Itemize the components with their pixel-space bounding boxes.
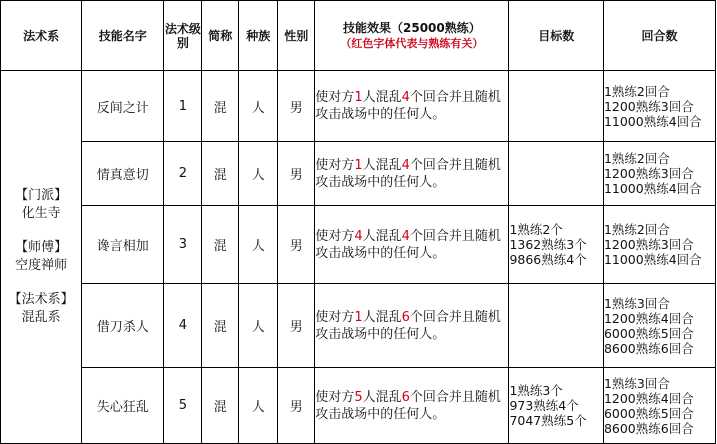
skill-targets <box>509 71 604 142</box>
cell-line: 1熟练2回合 <box>603 83 670 99</box>
skill-race: 人 <box>239 368 278 444</box>
header-rounds: 回合数 <box>603 1 715 71</box>
header-level: 法术级别 <box>164 1 202 71</box>
skill-name: 借刀杀人 <box>82 284 164 368</box>
cell-line: 1362熟练3个 <box>509 237 587 252</box>
skill-race: 人 <box>239 206 278 284</box>
header-abbr: 简称 <box>202 1 239 71</box>
header-row <box>1 1 716 71</box>
cell-line: 8600熟练6回合 <box>603 340 694 356</box>
header-skill-name: 技能名字 <box>82 1 164 71</box>
skill-gender: 男 <box>278 284 315 368</box>
skill-gender: 男 <box>278 71 315 142</box>
cell-line: 7047熟练5个 <box>509 413 587 428</box>
table-row <box>1 71 716 142</box>
skill-name: 谗言相加 <box>82 206 164 284</box>
sect-value: 化生寺 <box>21 206 61 221</box>
header-effect-note: （红色字体代表与熟练有关） <box>340 36 484 50</box>
skill-race: 人 <box>239 284 278 368</box>
cell-line: 1熟练2回合 <box>603 151 670 166</box>
header-effect-title: 技能效果（25000熟练） <box>343 20 481 35</box>
cell-line: 1200熟练3回合 <box>603 98 694 114</box>
cell-line: 1熟练3回合 <box>603 375 670 391</box>
skill-abbr: 混 <box>202 206 239 284</box>
master-label: 【师傅】 <box>15 240 68 255</box>
skill-targets <box>509 368 604 444</box>
branch-label: 【法术系】 <box>8 292 74 307</box>
skill-gender: 男 <box>278 206 315 284</box>
header-targets: 目标数 <box>509 1 604 71</box>
skill-gender: 男 <box>278 368 315 444</box>
skill-effect: 使对方5人混乱6个回合并且随机攻击战场中的任何人。 <box>315 368 509 444</box>
skill-name: 失心狂乱 <box>82 368 164 444</box>
skill-rounds <box>603 368 715 444</box>
cell-line: 1200熟练3回合 <box>603 237 694 252</box>
skill-rounds <box>603 284 715 368</box>
cell-line: 1熟练3回合 <box>603 295 670 311</box>
skill-name: 情真意切 <box>82 142 164 206</box>
table-row <box>1 368 716 444</box>
cell-line: 11000熟练4回合 <box>603 252 702 267</box>
table-row <box>1 206 716 284</box>
table-row <box>1 142 716 206</box>
skill-abbr: 混 <box>202 142 239 206</box>
skill-effect: 使对方1人混乱4个回合并且随机攻击战场中的任何人。 <box>315 142 509 206</box>
skill-effect: 使对方1人混乱6个回合并且随机攻击战场中的任何人。 <box>315 284 509 368</box>
cell-line: 11000熟练4回合 <box>603 181 702 196</box>
sect-label: 【门派】 <box>15 188 68 203</box>
header-gender: 性别 <box>278 1 315 71</box>
skill-rounds <box>603 71 715 142</box>
skill-gender: 男 <box>278 142 315 206</box>
cell-line: 6000熟练5回合 <box>603 325 694 341</box>
cell-line: 973熟练4个 <box>509 398 579 413</box>
skill-level: 2 <box>164 142 202 206</box>
header-school: 法术系 <box>1 1 82 71</box>
skill-targets <box>509 142 604 206</box>
skill-level: 4 <box>164 284 202 368</box>
skill-targets <box>509 284 604 368</box>
cell-line: 1200熟练4回合 <box>603 390 694 406</box>
table-row <box>1 284 716 368</box>
branch-value: 混乱系 <box>21 310 61 325</box>
skill-effect: 使对方4人混乱4个回合并且随机攻击战场中的任何人。 <box>315 206 509 284</box>
skill-effect: 使对方1人混乱4个回合并且随机攻击战场中的任何人。 <box>315 71 509 142</box>
cell-line: 6000熟练5回合 <box>603 405 694 421</box>
cell-line: 1熟练3个 <box>509 383 563 398</box>
skill-name: 反间之计 <box>82 71 164 142</box>
school-cell <box>1 71 82 444</box>
skill-race: 人 <box>239 71 278 142</box>
cell-line: 1200熟练4回合 <box>603 310 694 326</box>
skill-abbr: 混 <box>202 368 239 444</box>
header-race: 种族 <box>239 1 278 71</box>
skill-rounds <box>603 142 715 206</box>
skill-abbr: 混 <box>202 71 239 142</box>
skill-abbr: 混 <box>202 284 239 368</box>
master-value: 空度禅师 <box>15 258 68 273</box>
skill-level: 5 <box>164 368 202 444</box>
skill-level: 3 <box>164 206 202 284</box>
cell-line: 1熟练2个 <box>509 222 563 237</box>
skill-rounds <box>603 206 715 284</box>
cell-line: 9866熟练4个 <box>509 252 587 267</box>
skill-targets <box>509 206 604 284</box>
cell-line: 11000熟练4回合 <box>603 113 702 129</box>
header-effect <box>315 1 509 71</box>
cell-line: 1熟练2回合 <box>603 222 670 237</box>
cell-line: 8600熟练6回合 <box>603 420 694 436</box>
cell-line: 1200熟练3回合 <box>603 166 694 181</box>
skill-level: 1 <box>164 71 202 142</box>
skill-race: 人 <box>239 142 278 206</box>
